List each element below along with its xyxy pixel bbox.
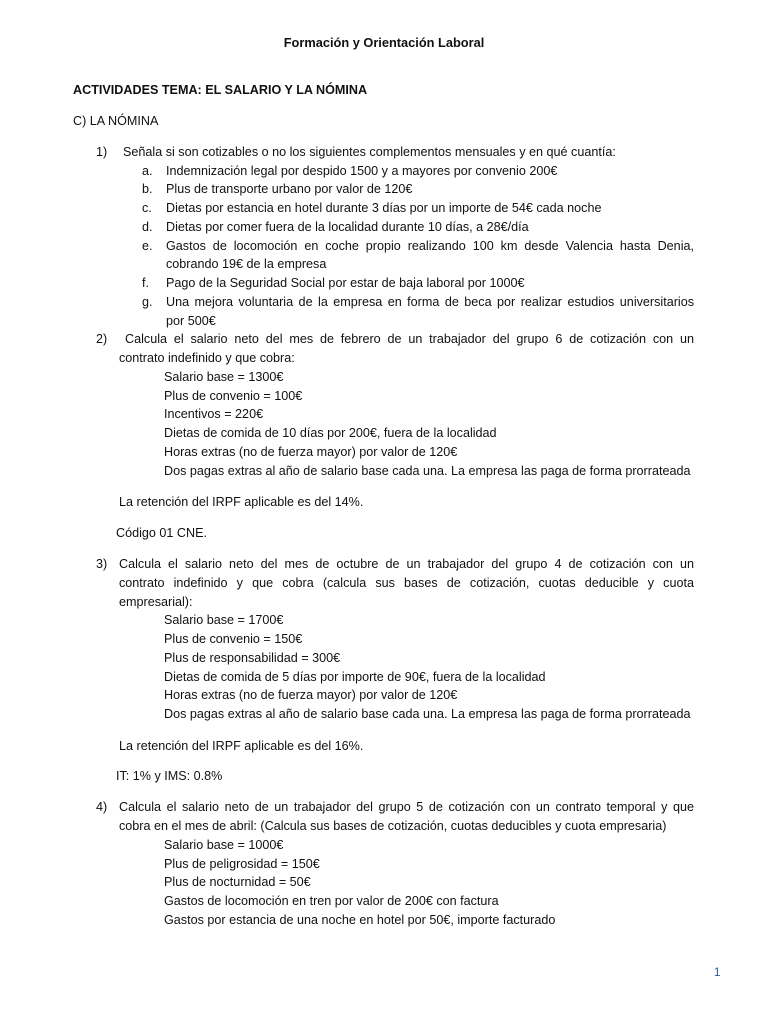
q1-number: 1)	[96, 145, 108, 159]
q1-item-text: Una mejora voluntaria de la empresa en forma de beca por realizar estudios universitarios	[166, 295, 694, 309]
q2-item: Dos pagas extras al año de salario base cada una. La empresa las paga de forma prorrateada	[164, 464, 691, 478]
q4-item: Plus de nocturnidad = 50€	[164, 875, 311, 889]
q2-item: Salario base = 1300€	[164, 370, 284, 384]
q3-item: Plus de responsabilidad = 300€	[164, 651, 341, 665]
activities-heading: ACTIVIDADES TEMA: EL SALARIO Y LA NÓMINA	[73, 83, 368, 97]
q1-item-letter: f.	[142, 276, 149, 290]
q4-item: Gastos de locomoción en tren por valor de 200€ con factura	[164, 894, 499, 908]
q4-item: Plus de peligrosidad = 150€	[164, 857, 320, 871]
q1-item-continuation: por 500€	[166, 314, 216, 328]
q2-number: 2)	[96, 332, 108, 346]
q2-item: Plus de convenio = 100€	[164, 389, 303, 403]
q1-item-text: Dietas por comer fuera de la localidad durante 10 días, a 28€/día	[166, 220, 529, 234]
q1-item-letter: e.	[142, 239, 153, 253]
q1-item-letter: g.	[142, 295, 153, 309]
q2-text-cont: contrato indefinido y que cobra:	[119, 351, 295, 365]
q1-item-letter: d.	[142, 220, 153, 234]
q4-text: Calcula el salario neto de un trabajador del grupo 5 de cotización con un contrato temporal y que	[119, 800, 694, 814]
q3-item: Dietas de comida de 5 días por importe de 90€, fuera de la localidad	[164, 670, 546, 684]
q2-cne-code: Código 01 CNE.	[116, 526, 208, 540]
q1-item-text: Dietas por estancia en hotel durante 3 días por un importe de 54€ cada noche	[166, 201, 602, 215]
q1-item-text: Indemnización legal por despido 1500 y a mayores por convenio 200€	[166, 164, 558, 178]
q1-item-letter: a.	[142, 164, 153, 178]
q2-item: Incentivos = 220€	[164, 407, 264, 421]
q1-item-text: Plus de transporte urbano por valor de 120€	[166, 182, 413, 196]
q3-item: Salario base = 1700€	[164, 613, 284, 627]
q3-text: Calcula el salario neto del mes de octubre de un trabajador del grupo 4 de cotización con un	[119, 557, 694, 571]
q3-item: Horas extras (no de fuerza mayor) por valor de 120€	[164, 688, 458, 702]
q1-item-text: Pago de la Seguridad Social por estar de baja laboral por 1000€	[166, 276, 525, 290]
q3-text-cont: contrato indefinido y que cobra (calcula sus bases de cotización, cuotas deducible y cuota	[119, 576, 694, 590]
q3-it-ims: IT: 1% y IMS: 0.8%	[116, 769, 223, 783]
q1-item-continuation: cobrando 19€ de la empresa	[166, 257, 327, 271]
q3-item: Dos pagas extras al año de salario base cada una. La empresa las paga de forma prorrateada	[164, 707, 691, 721]
q4-number: 4)	[96, 800, 108, 814]
q1-item-text: Gastos de locomoción en coche propio realizando 100 km desde Valencia hasta Denia,	[166, 239, 694, 253]
q2-item: Dietas de comida de 10 días por 200€, fuera de la localidad	[164, 426, 497, 440]
page-number: 1	[714, 967, 721, 979]
q1-item-letter: b.	[142, 182, 153, 196]
q3-item: Plus de convenio = 150€	[164, 632, 303, 646]
q2-text: Calcula el salario neto del mes de febrero de un trabajador del grupo 6 de cotización con un	[125, 332, 694, 346]
page-header-title: Formación y Orientación Laboral	[283, 35, 485, 50]
q3-irpf: La retención del IRPF aplicable es del 16%.	[119, 739, 364, 753]
q3-text-cont: empresarial):	[119, 595, 193, 609]
section-title: C) LA NÓMINA	[73, 114, 159, 128]
q2-item: Horas extras (no de fuerza mayor) por valor de 120€	[164, 445, 458, 459]
q4-text-cont: cobra en el mes de abril: (Calcula sus bases de cotización, cuotas deducibles y cuota empresaria)	[119, 819, 667, 833]
q2-irpf: La retención del IRPF aplicable es del 14%.	[119, 495, 364, 509]
q1-item-letter: c.	[142, 201, 152, 215]
q4-item: Gastos por estancia de una noche en hotel por 50€, importe facturado	[164, 913, 556, 927]
q1-text: Señala si son cotizables o no los siguientes complementos mensuales y en qué cuantía:	[123, 145, 616, 159]
q3-number: 3)	[96, 557, 108, 571]
q4-item: Salario base = 1000€	[164, 838, 284, 852]
